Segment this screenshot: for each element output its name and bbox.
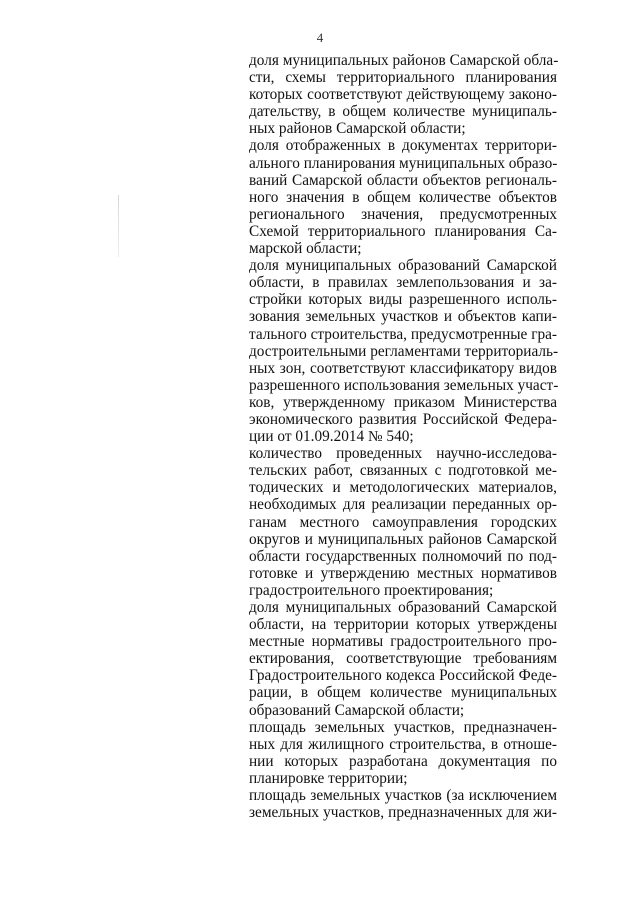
text-line: доля муниципальных районов Самарской обла-: [249, 52, 559, 69]
text-line: сти, схемы территориального планирования: [249, 69, 557, 87]
text-line: планировке территории;: [249, 769, 408, 787]
text-line: ваний Самарской области объектов региональ-: [249, 171, 557, 189]
paragraph-municipal-districts-share: [249, 52, 557, 137]
text-line: площадь земельных участков, предназначен-: [249, 718, 557, 736]
text-line: ного значения в общем количестве объектов: [249, 188, 557, 206]
text-line: ектирования, соответствующие требованиям: [249, 650, 557, 668]
text-line: земельных участков, предназначенных для жи-: [249, 804, 557, 822]
text-line: ных районов Самарской области;: [249, 120, 466, 138]
text-line: дательству, в общем количестве муниципаль-: [249, 103, 557, 121]
text-line: площадь земельных участков (за исключением: [249, 787, 557, 805]
text-line: ции от 01.09.2014 № 540;: [249, 428, 414, 446]
text-line: ных зон, соответствуют классификатору видов: [249, 359, 557, 377]
scan-artifact-line: [118, 195, 119, 257]
text-line: рации, в общем количестве муниципальных: [249, 684, 557, 702]
text-line: области, в правилах землепользования и за-: [249, 274, 557, 292]
text-line: доля отображенных в документах территори-: [249, 137, 557, 155]
text-line: экономического развития Российской Федера-: [249, 410, 557, 428]
text-line: градостроительного проектирования;: [249, 581, 494, 599]
text-line: разрешенного использования земельных участ-: [249, 376, 559, 394]
text-line: области, на территории которых утверждены: [249, 616, 557, 634]
text-line: образований Самарской области;: [249, 701, 465, 719]
text-line: регионального значения, предусмотренных: [249, 205, 557, 223]
text-line: тельских работ, связанных с подготовкой ме-: [249, 462, 557, 480]
text-line: доля муниципальных образований Самарской: [249, 599, 557, 616]
text-line: ального планирования муниципальных образо-: [249, 154, 558, 172]
text-line: достроительными регламентами территориаль-: [249, 342, 559, 360]
text-line: готовке и утверждению местных нормативов: [249, 564, 557, 582]
document-body: [249, 52, 557, 821]
text-line: тодических и методологических материалов,: [249, 479, 557, 497]
text-line: доля муниципальных образований Самарской: [249, 257, 557, 275]
text-line: которых соответствуют действующему законо-: [249, 86, 557, 104]
text-line: ганам местного самоуправления городских: [249, 513, 557, 531]
text-line: стройки которых виды разрешенного исполь-: [249, 291, 557, 309]
paragraph-land-use-rules-share: [249, 257, 557, 445]
text-line: ков, утвержденному приказом Министерства: [249, 393, 557, 411]
page-number: 4: [316, 30, 324, 45]
paragraph-research-works-count: [249, 445, 557, 599]
text-line: зования земельных участков и объектов капи-: [249, 308, 557, 326]
text-line: области государственных полномочий по под-: [249, 547, 557, 565]
paragraph-local-standards-share: [249, 599, 557, 719]
text-line: марской области;: [249, 240, 362, 258]
text-line: нии которых разработана документация по: [249, 752, 557, 770]
text-line: Схемой территориального планирования Са-: [249, 222, 557, 240]
text-line: ных для жилищного строительства, в отноше-: [249, 735, 557, 753]
text-line: тального строительства, предусмотренные гра-: [249, 325, 557, 343]
paragraph-land-area-excluding: [249, 787, 557, 821]
text-line: округов и муниципальных районов Самарской: [249, 530, 557, 548]
paragraph-regional-objects-share: [249, 137, 557, 257]
text-line: Градостроительного кодекса Российской Феде-: [249, 667, 557, 685]
paragraph-housing-land-area: [249, 719, 557, 787]
text-line: количество проведенных научно-исследова-: [249, 445, 557, 463]
text-line: необходимых для реализации переданных ор-: [249, 496, 557, 514]
text-line: местные нормативы градостроительного про-: [249, 633, 557, 651]
